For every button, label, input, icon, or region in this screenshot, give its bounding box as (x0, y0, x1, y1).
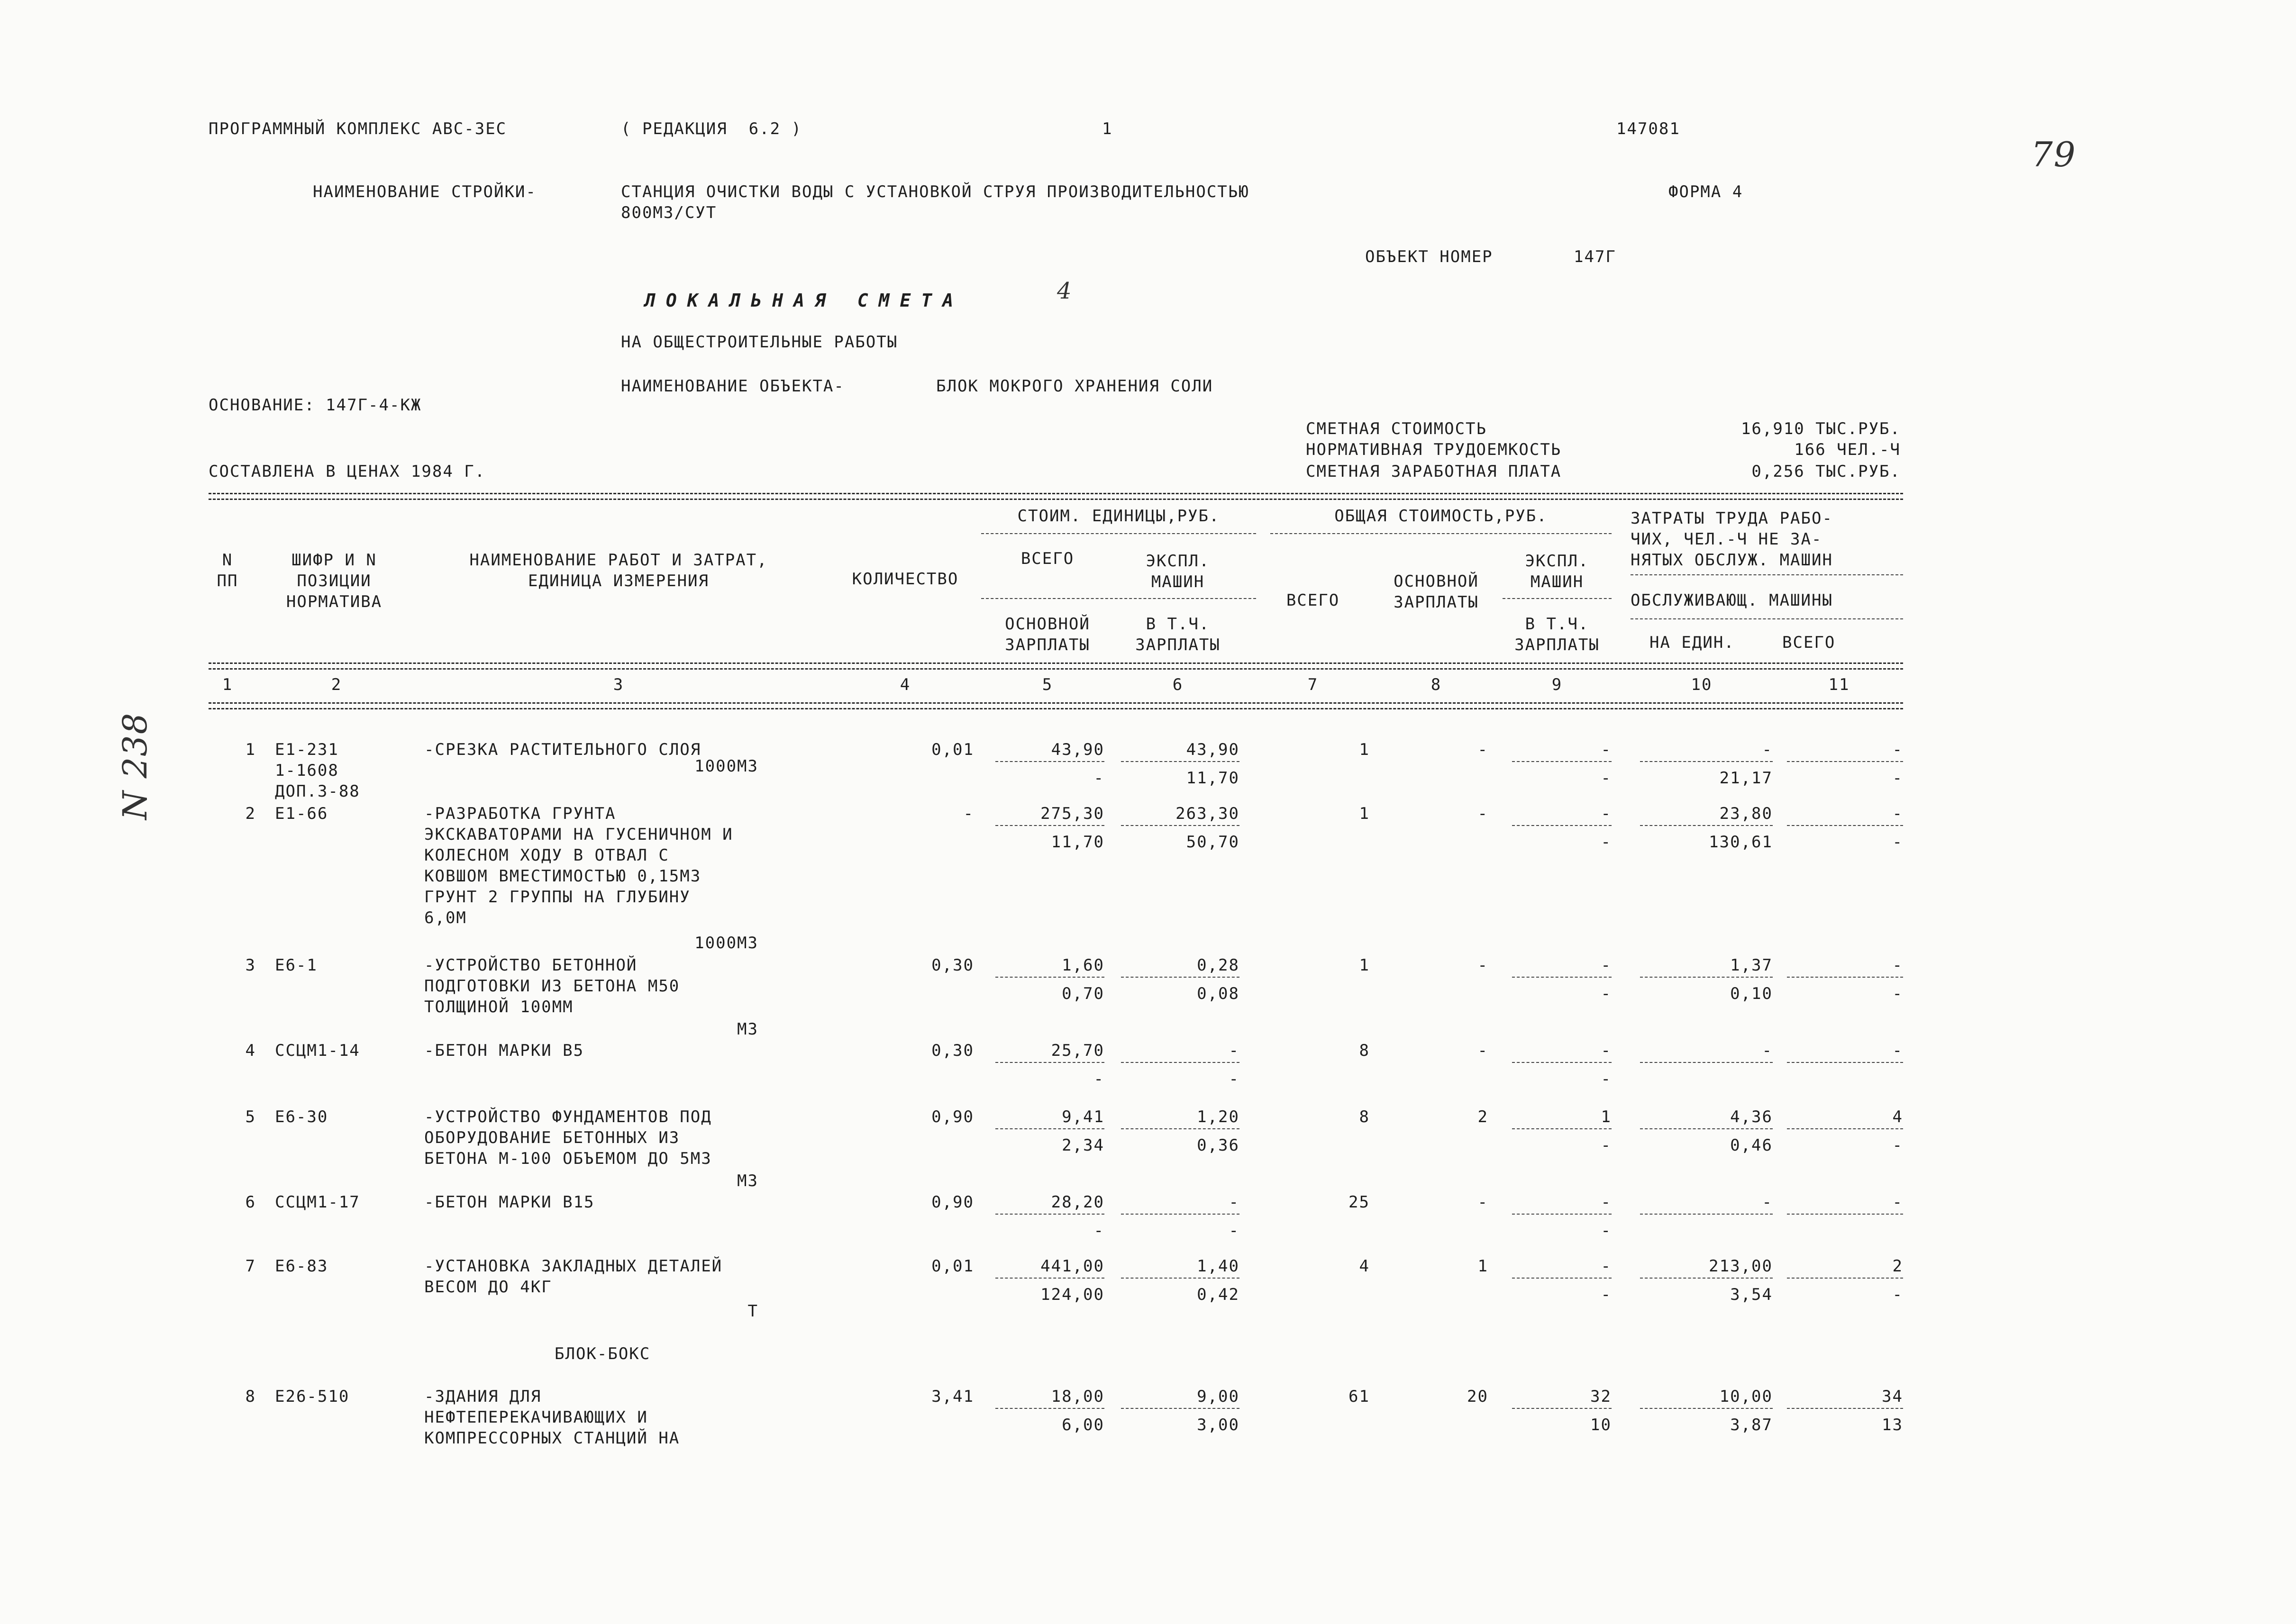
total-cost-machines: - (1601, 804, 1612, 823)
labor-per-unit: 4,36 (1730, 1107, 1773, 1126)
labor-rule-2 (1631, 618, 1903, 619)
row-name: -УСТАНОВКА ЗАКЛАДНЫХ ДЕТАЛЕЙ ВЕСОМ ДО 4КГ (424, 1257, 723, 1297)
row-number: 2 (245, 804, 256, 823)
labor-service-total: - (1892, 769, 1903, 788)
row-unit: Т (747, 1302, 758, 1321)
row-code: Е6-83 (275, 1257, 328, 1276)
row-number: 5 (245, 1107, 256, 1126)
unit-cost-total: 9,41 (1062, 1107, 1104, 1126)
total-cost-machines: - (1601, 1193, 1612, 1212)
labor-total: - (1892, 1193, 1903, 1212)
unit-cost-divider (1121, 1062, 1239, 1063)
head-bottom-rule-2 (209, 668, 1903, 670)
labor-total: - (1892, 740, 1903, 759)
col-head-unit-cost: СТОИМ. ЕДИНИЦЫ,РУБ. (1017, 507, 1220, 526)
object-name: БЛОК МОКРОГО ХРАНЕНИЯ СОЛИ (936, 377, 1213, 396)
page-title: ЛОКАЛЬНАЯ СМЕТА (645, 290, 964, 311)
side-handwritten-mark: N 238 (116, 712, 155, 820)
total-cost-all: 25 (1348, 1193, 1370, 1212)
row-name: -УСТРОЙСТВО ФУНДАМЕНТОВ ПОД ОБОРУДОВАНИЕ БЕТОННЫХ ИЗ БЕТОНА М-100 ОБЪЕМОМ ДО 5М3 (424, 1107, 712, 1168)
unit-cost-machines: 263,30 (1175, 804, 1239, 823)
col-head-code: ШИФР И N ПОЗИЦИИ НОРМАТИВА (286, 551, 383, 611)
row-name: -БЕТОН МАРКИ В15 (424, 1193, 595, 1212)
unit-cost-total: 28,20 (1051, 1193, 1104, 1212)
row-code: Е1-66 (275, 804, 328, 823)
row-quantity: 0,90 (931, 1107, 974, 1126)
col-head-labor-total: ВСЕГО (1782, 633, 1836, 652)
labor-per-unit: - (1762, 1193, 1773, 1212)
unit-cost-machine-wage: 0,42 (1197, 1285, 1239, 1304)
unit-cost-machine-wage: - (1229, 1070, 1239, 1089)
labor-divider (1787, 977, 1903, 978)
labor-total: 34 (1882, 1387, 1903, 1406)
summary-label-labor: НОРМАТИВНАЯ ТРУДОЕМКОСТЬ (1306, 440, 1562, 459)
col-head-total-all: ВСЕГО (1286, 591, 1340, 610)
total-cost-wage: 20 (1467, 1387, 1488, 1406)
col-head-labor-obsl: ОБСЛУЖИВАЮЩ. МАШИНЫ (1631, 591, 1833, 610)
total-cost-wage: - (1477, 1193, 1488, 1212)
sheet-mark: 79 (2031, 135, 2077, 174)
total-cost-machine-wage: - (1601, 1221, 1612, 1240)
total-cost-machine-wage: - (1601, 1285, 1612, 1304)
col-head-unit-mwage: В Т.Ч. ЗАРПЛАТЫ (1135, 615, 1221, 654)
estimate-number: 4 (1057, 278, 1073, 304)
unit-cost-divider (1121, 1128, 1239, 1129)
total-cost-all: 61 (1348, 1387, 1370, 1406)
total-cost-machines: - (1601, 740, 1612, 759)
total-cost-divider (1512, 1278, 1612, 1279)
labor-divider (1640, 761, 1773, 762)
unit-cost-machine-wage: 3,00 (1197, 1415, 1239, 1434)
total-cost-wage: 1 (1477, 1257, 1488, 1276)
total-cost-divider (1512, 1408, 1612, 1409)
labor-service-total: - (1892, 1285, 1903, 1304)
unit-cost-divider (1121, 1278, 1239, 1279)
unit-cost-total: 25,70 (1051, 1041, 1104, 1060)
row-quantity: 0,90 (931, 1193, 974, 1212)
object-number: 147Г (1574, 247, 1616, 266)
labor-service-per-unit: 3,87 (1730, 1415, 1773, 1434)
head-bottom-rule (209, 662, 1903, 664)
row-number: 7 (245, 1257, 256, 1276)
unit-cost-total: 43,90 (1051, 740, 1104, 759)
nums-bottom-rule-2 (209, 708, 1903, 709)
row-number: 4 (245, 1041, 256, 1060)
unit-cost-wage: 124,00 (1040, 1285, 1104, 1304)
labor-divider (1640, 1062, 1773, 1063)
labor-per-unit: 10,00 (1719, 1387, 1773, 1406)
unit-cost-divider (1121, 1408, 1239, 1409)
unit-cost-machines: 0,28 (1197, 956, 1239, 975)
total-cost-machines: - (1601, 1257, 1612, 1276)
prices-year: СОСТАВЛЕНА В ЦЕНАХ 1984 Г. (209, 462, 486, 481)
unit-cost-divider (1121, 825, 1239, 826)
nums-bottom-rule (209, 702, 1903, 704)
col-num-7: 7 (1307, 675, 1319, 694)
unit-cost-machine-wage: 0,36 (1197, 1136, 1239, 1155)
labor-service-per-unit: 3,54 (1730, 1285, 1773, 1304)
total-cost-wage: - (1477, 804, 1488, 823)
unit-cost-total: 441,00 (1040, 1257, 1104, 1276)
unit-cost-divider (995, 1278, 1104, 1279)
row-name: -РАЗРАБОТКА ГРУНТА ЭКСКАВАТОРАМИ НА ГУСЕНИЧНОМ И КОЛЕСНОМ ХОДУ В ОТВАЛ С КОВШОМ ВМЕСТИМОСТЬЮ 0,15М3 ГРУНТ 2 ГРУППЫ НА ГЛУБИНУ 6,0М (424, 804, 733, 927)
col-head-total-wage: ОСНОВНОЙ ЗАРПЛАТЫ (1394, 572, 1479, 612)
row-unit: М3 (737, 1020, 758, 1039)
col-head-unit-wage: ОСНОВНОЙ ЗАРПЛАТЫ (1005, 615, 1090, 654)
total-cost-all: 1 (1359, 804, 1370, 823)
row-name: -ЗДАНИЯ ДЛЯ НЕФТЕПЕРЕКАЧИВАЮЩИХ И КОМПРЕССОРНЫХ СТАНЦИЙ НА (424, 1387, 680, 1448)
unit-cost-wage: 2,34 (1062, 1136, 1104, 1155)
labor-service-total: - (1892, 984, 1903, 1003)
unit-cost-wage: 6,00 (1062, 1415, 1104, 1434)
unit-cost-machine-wage: 0,08 (1197, 984, 1239, 1003)
row-number: 8 (245, 1387, 256, 1406)
construction-name-line2: 800М3/СУТ (621, 203, 717, 222)
col-num-11: 11 (1828, 675, 1850, 694)
total-cost-all: 8 (1359, 1041, 1370, 1060)
summary-value-cost: 16,910 ТЫС.РУБ. (1740, 419, 1901, 438)
total-cost-machine-wage: - (1601, 984, 1612, 1003)
labor-rule (1631, 574, 1903, 575)
row-number: 1 (245, 740, 256, 759)
row-quantity: 0,30 (931, 956, 974, 975)
labor-total: - (1892, 804, 1903, 823)
labor-per-unit: 213,00 (1709, 1257, 1773, 1276)
object-name-label: НАИМЕНОВАНИЕ ОБЪЕКТА- (621, 377, 845, 396)
total-cost-divider (1512, 1214, 1612, 1215)
summary-label-wage: СМЕТНАЯ ЗАРАБОТНАЯ ПЛАТА (1306, 462, 1562, 481)
unit-cost-divider (995, 1408, 1104, 1409)
labor-per-unit: - (1762, 740, 1773, 759)
total-cost-wage: - (1477, 1041, 1488, 1060)
labor-divider (1787, 1062, 1903, 1063)
total-cost-divider (1512, 1128, 1612, 1129)
unit-cost-total: 1,60 (1062, 956, 1104, 975)
row-quantity: - (963, 804, 974, 823)
unit-cost-divider (995, 825, 1104, 826)
page-number: 1 (1102, 119, 1113, 138)
unit-cost-divider (1121, 1214, 1239, 1215)
labor-divider (1787, 825, 1903, 826)
row-number: 3 (245, 956, 256, 975)
row-quantity: 0,01 (931, 740, 974, 759)
row-quantity: 0,30 (931, 1041, 974, 1060)
unit-cost-wage: - (1093, 1221, 1104, 1240)
row-code: ССЦМ1-17 (275, 1193, 360, 1212)
row-name: -БЕТОН МАРКИ В5 (424, 1041, 584, 1060)
labor-per-unit: 23,80 (1719, 804, 1773, 823)
labor-service-total: - (1892, 833, 1903, 852)
labor-service-per-unit: 130,61 (1709, 833, 1773, 852)
col-num-9: 9 (1551, 675, 1563, 694)
col-num-5: 5 (1042, 675, 1053, 694)
labor-divider (1640, 825, 1773, 826)
labor-per-unit: - (1762, 1041, 1773, 1060)
unit-cost-wage: 0,70 (1062, 984, 1104, 1003)
unit-cost-rule (981, 533, 1256, 534)
labor-per-unit: 1,37 (1730, 956, 1773, 975)
unit-cost-total: 275,30 (1040, 804, 1104, 823)
row-name: -УСТРОЙСТВО БЕТОННОЙ ПОДГОТОВКИ ИЗ БЕТОНА М50 ТОЛЩИНОЙ 100ММ (424, 956, 680, 1016)
labor-divider (1640, 1214, 1773, 1215)
labor-divider (1787, 1408, 1903, 1409)
row-name: -СРЕЗКА РАСТИТЕЛЬНОГО СЛОЯ (424, 740, 702, 759)
total-cost-all: 1 (1359, 740, 1370, 759)
col-head-total-mwage: В Т.Ч. ЗАРПЛАТЫ (1514, 615, 1600, 654)
labor-service-total: - (1892, 1136, 1903, 1155)
labor-divider (1640, 1128, 1773, 1129)
edition-label: ( РЕДАКЦИЯ 6.2 ) (621, 119, 802, 138)
total-cost-machines: - (1601, 956, 1612, 975)
col-head-total-cost: ОБЩАЯ СТОИМОСТЬ,РУБ. (1334, 507, 1548, 526)
total-cost-wage: - (1477, 740, 1488, 759)
col-head-labor: ЗАТРАТЫ ТРУДА РАБО- ЧИХ, ЧЕЛ.-Ч НЕ ЗА- НЯТЫХ ОБСЛУЖ. МАШИН (1631, 509, 1833, 570)
col-num-3: 3 (613, 675, 624, 694)
row-unit: М3 (737, 1171, 758, 1190)
labor-divider (1787, 1214, 1903, 1215)
total-cost-machines: 1 (1601, 1107, 1612, 1126)
total-cost-all: 1 (1359, 956, 1370, 975)
summary-value-wage: 0,256 ТЫС.РУБ. (1751, 462, 1901, 481)
summary-value-labor: 166 ЧЕЛ.-Ч (1794, 440, 1901, 459)
summary-label-cost: СМЕТНАЯ СТОИМОСТЬ (1306, 419, 1487, 438)
table-top-rule-2 (209, 499, 1903, 500)
unit-cost-divider (1121, 761, 1239, 762)
total-cost-machine-wage: 10 (1590, 1415, 1612, 1434)
total-cost-machine-wage: - (1601, 1070, 1612, 1089)
col-head-unit-mach: ЭКСПЛ. МАШИН (1146, 552, 1210, 591)
total-cost-machine-wage: - (1601, 1136, 1612, 1155)
row-code: Е1-231 1-1608 ДОП.3-88 (275, 740, 360, 801)
unit-cost-machines: - (1229, 1041, 1239, 1060)
labor-total: - (1892, 956, 1903, 975)
col-head-unit-total: ВСЕГО (1020, 549, 1075, 568)
labor-divider (1787, 1128, 1903, 1129)
unit-cost-machines: 43,90 (1186, 740, 1239, 759)
labor-divider (1787, 1278, 1903, 1279)
col-head-total-mach: ЭКСПЛ. МАШИН (1525, 552, 1589, 591)
unit-cost-machine-wage: 50,70 (1186, 833, 1239, 852)
labor-total: 2 (1892, 1257, 1903, 1276)
row-unit: 1000М3 (694, 934, 758, 953)
col-num-2: 2 (331, 675, 342, 694)
section-label: БЛОК-БОКС (555, 1344, 651, 1363)
object-number-label: ОБЪЕКТ НОМЕР (1365, 247, 1493, 266)
col-num-6: 6 (1172, 675, 1184, 694)
row-code: ССЦМ1-14 (275, 1041, 360, 1060)
row-code: Е6-1 (275, 956, 318, 975)
unit-cost-machine-wage: - (1229, 1221, 1239, 1240)
document-code: 147081 (1616, 119, 1680, 138)
total-cost-wage: - (1477, 956, 1488, 975)
unit-cost-machines: 9,00 (1197, 1387, 1239, 1406)
labor-divider (1787, 761, 1903, 762)
unit-cost-divider (995, 761, 1104, 762)
program-name: ПРОГРАММНЫЙ КОМПЛЕКС АВС-3ЕС (209, 119, 507, 138)
col-head-npp: N ПП (217, 551, 238, 590)
unit-cost-machines: 1,20 (1197, 1107, 1239, 1126)
col-num-8: 8 (1430, 675, 1442, 694)
labor-service-total: 13 (1882, 1415, 1903, 1434)
total-cost-all: 8 (1359, 1107, 1370, 1126)
col-num-1: 1 (222, 675, 233, 694)
unit-cost-divider (1121, 977, 1239, 978)
total-cost-all: 4 (1359, 1257, 1370, 1276)
unit-cost-wage: 11,70 (1051, 833, 1104, 852)
col-head-name: НАИМЕНОВАНИЕ РАБОТ И ЗАТРАТ, ЕДИНИЦА ИЗМЕРЕНИЯ (469, 551, 768, 590)
labor-service-per-unit: 0,10 (1730, 984, 1773, 1003)
row-quantity: 3,41 (931, 1387, 974, 1406)
col-num-4: 4 (900, 675, 911, 694)
total-cost-rule-2 (1503, 598, 1612, 599)
page-subtitle: НА ОБЩЕСТРОИТЕЛЬНЫЕ РАБОТЫ (621, 333, 898, 352)
unit-cost-machines: 1,40 (1197, 1257, 1239, 1276)
row-quantity: 0,01 (931, 1257, 974, 1276)
unit-cost-wage: - (1093, 1070, 1104, 1089)
unit-cost-machine-wage: 11,70 (1186, 769, 1239, 788)
unit-cost-divider (995, 1062, 1104, 1063)
unit-cost-divider (995, 977, 1104, 978)
total-cost-rule (1270, 533, 1612, 534)
labor-divider (1640, 977, 1773, 978)
unit-cost-rule-2 (981, 598, 1256, 599)
total-cost-wage: 2 (1477, 1107, 1488, 1126)
construction-label: НАИМЕНОВАНИЕ СТРОЙКИ- (313, 182, 537, 201)
labor-service-per-unit: 0,46 (1730, 1136, 1773, 1155)
row-unit: 1000М3 (694, 757, 758, 776)
unit-cost-divider (995, 1128, 1104, 1129)
table-top-rule (209, 493, 1903, 494)
labor-total: 4 (1892, 1107, 1903, 1126)
row-code: Е6-30 (275, 1107, 328, 1126)
col-head-labor-unit: НА ЕДИН. (1649, 633, 1735, 652)
row-number: 6 (245, 1193, 256, 1212)
labor-divider (1640, 1278, 1773, 1279)
unit-cost-wage: - (1093, 769, 1104, 788)
total-cost-machine-wage: - (1601, 833, 1612, 852)
total-cost-divider (1512, 761, 1612, 762)
labor-total: - (1892, 1041, 1903, 1060)
labor-divider (1640, 1408, 1773, 1409)
total-cost-divider (1512, 825, 1612, 826)
unit-cost-total: 18,00 (1051, 1387, 1104, 1406)
labor-service-per-unit: 21,17 (1719, 769, 1773, 788)
basis: ОСНОВАНИЕ: 147Г-4-КЖ (209, 396, 422, 415)
form-number: ФОРМА 4 (1668, 182, 1743, 201)
col-head-qty: КОЛИЧЕСТВО (852, 570, 959, 589)
total-cost-divider (1512, 977, 1612, 978)
total-cost-machine-wage: - (1601, 769, 1612, 788)
unit-cost-machines: - (1229, 1193, 1239, 1212)
total-cost-machines: 32 (1590, 1387, 1612, 1406)
unit-cost-divider (995, 1214, 1104, 1215)
col-num-10: 10 (1691, 675, 1713, 694)
total-cost-machines: - (1601, 1041, 1612, 1060)
row-code: Е26-510 (275, 1387, 350, 1406)
construction-name-line1: СТАНЦИЯ ОЧИСТКИ ВОДЫ С УСТАНОВКОЙ СТРУЯ ПРОИЗВОДИТЕЛЬНОСТЬЮ (621, 182, 1249, 201)
total-cost-divider (1512, 1062, 1612, 1063)
